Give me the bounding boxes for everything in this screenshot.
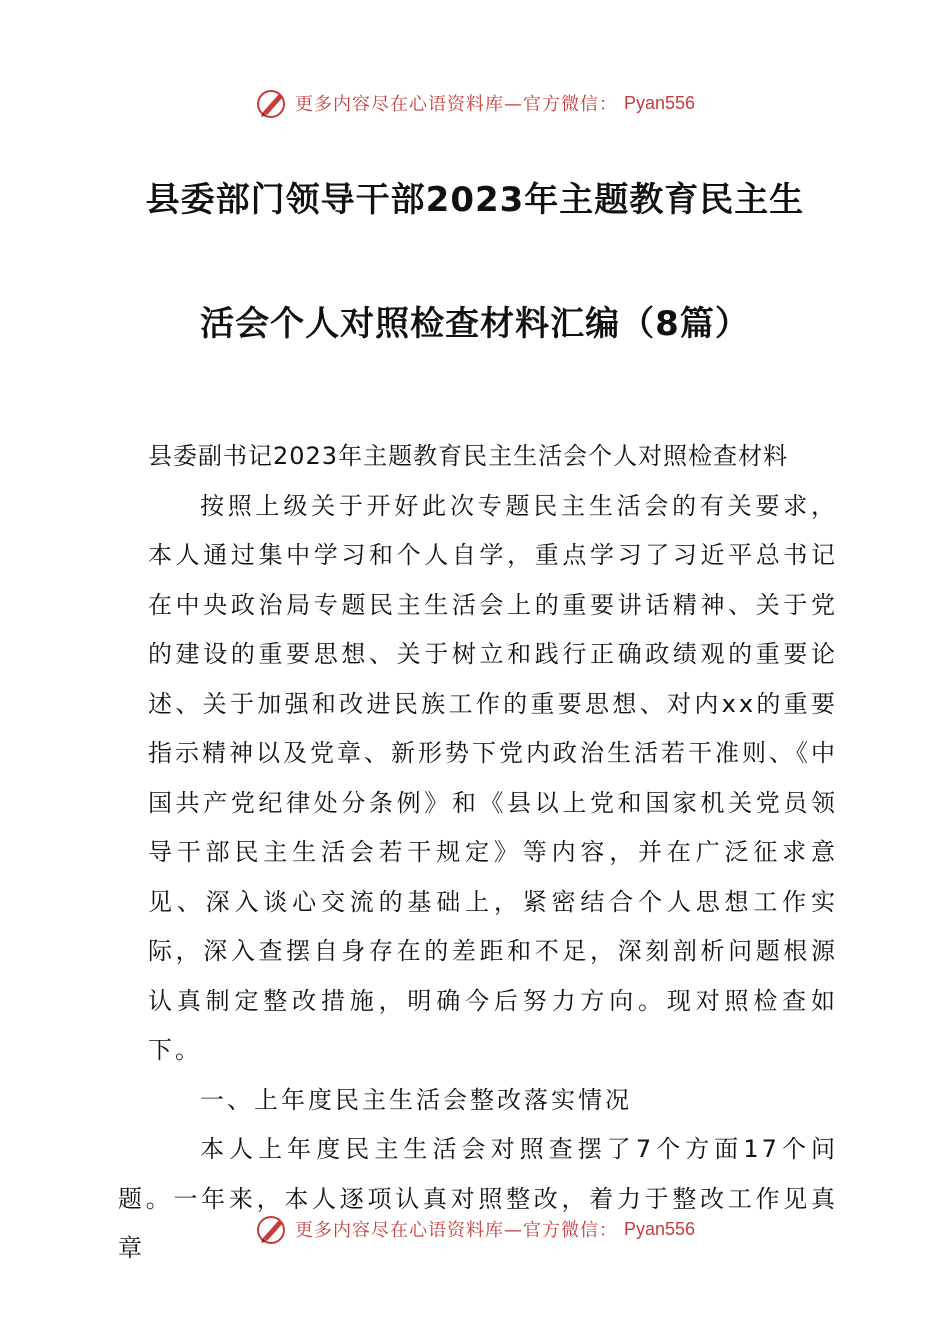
pen-logo-icon [255, 1212, 289, 1246]
watermark-wechat-id: Pyan556 [623, 1218, 696, 1239]
watermark-text: 更多内容尽在心语资料库—官方微信： [294, 94, 618, 115]
pen-logo-icon [255, 86, 289, 120]
paragraph-rectification: 本人上年度民主生活会对照查摆了7个方面17个问题。一年来，本人逐项认真对照整改，着力于整改工作见真章 [118, 1135, 838, 1262]
section-heading: 一、上年度民主生活会整改落实情况 [200, 1085, 632, 1114]
watermark-footer [0, 1212, 950, 1246]
document-title-line-1: 县委部门领导干部2023年主题教育民主生 [145, 180, 805, 220]
document-body [118, 432, 838, 1274]
document-subtitle: 县委副书记2023年主题教育民主生活会个人对照检查材料 [148, 442, 789, 470]
document-title-line-2: 活会个人对照检查材料汇编（8篇） [200, 304, 750, 344]
paragraph-intro: 按照上级关于开好此次专题民主生活会的有关要求，本人通过集中学习和个人自学，重点学习了习近平总书记在中央政治局专题民主生活会上的重要讲话精神、关于党的建设的重要思想、关于树立和践行正确政绩观的重要论述、关于加强和改进民族工作的重要思想、对内xx的重要指示精神以及党章、新形势下党内政治生活若干准则、《中国共产党纪律处分条例》和《县以上党和国家机关党员领导干部民主生活会若干规定》等内容，并在广泛征求意见、深入谈心交流的基础上，紧密结合个人思想工作实际，深入查摆自身存在的差距和不足，深刻剖析问题根源认真制定整改措施，明确今后努力方向。现对照检查如下。 [148, 491, 838, 1064]
watermark-text: 更多内容尽在心语资料库—官方微信： [294, 1220, 618, 1241]
watermark-header [0, 86, 950, 120]
watermark-wechat-id: Pyan556 [623, 92, 696, 113]
